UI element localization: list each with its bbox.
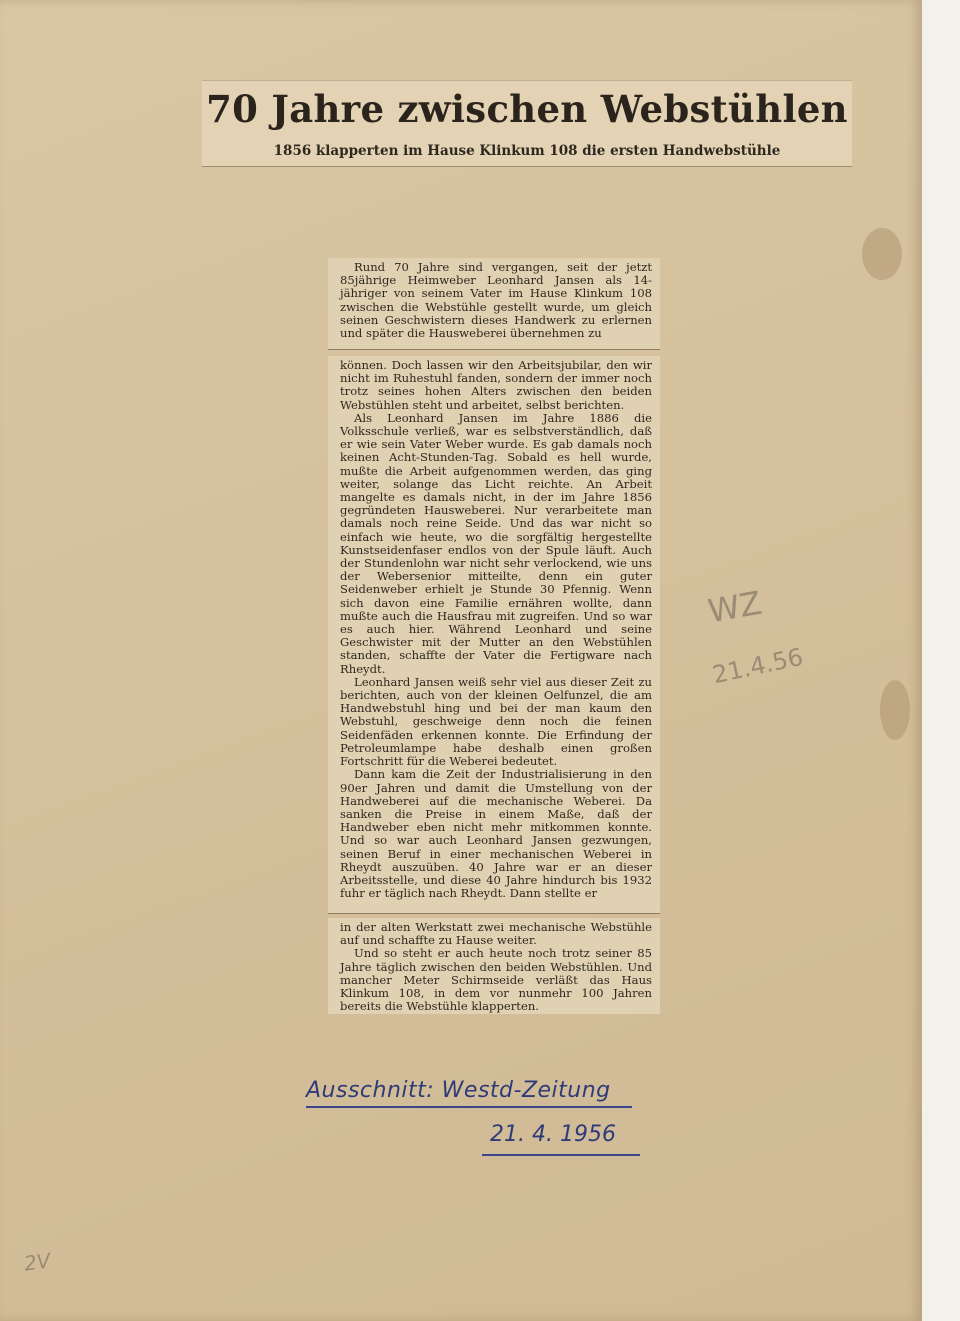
article-paragraph: Rund 70 Jahre sind vergangen, seit der jetzt 85jährige Heimweber Leonhard Jansen als 14-jähriger von seinem Vater im Hause Klinkum 108 zwischen die Webstühle gestellt wurde, um gleich seinen Geschwistern dieses Handwerk zu erlernen und später die Hausweberei übernehmen zu [340, 260, 652, 341]
article-paragraph: Leonhard Jansen weiß sehr viel aus dieser Zeit zu berichten, auch von der kleinen Oelfunzel, die am Handwebstuhl hing und bei der man kaum den Webstuhl, geschweige denn noch die feinen Seidenfäden erkennen konnte. Die Erfindung der Petroleumlampe habe deshalb einen großen Fortschritt für die Weberei bedeutet. [340, 674, 652, 769]
article-fragment-2 [328, 356, 660, 914]
article-paragraph: Und so steht er auch heute noch trotz seiner 85 Jahre täglich zwischen den beiden Webstühlen. Und mancher Meter Schirmseide verläßt das Haus Klinkum 108, in dem vor nunmehr 100 Jahren bereits die Webstühle klapperten. [340, 946, 652, 1014]
pencil-date: 21.4.56 [710, 642, 806, 690]
scan-border [922, 0, 960, 1321]
handwritten-source-note: Ausschnitt: Westd-Zeitung [306, 1078, 611, 1103]
article-paragraph: Als Leonhard Jansen im Jahre 1886 die Volksschule verließ, war es selbstverständlich, daß er wie sein Vater Weber wurde. Es gab damals noch keinen Acht-Stunden-Tag. Sobald es hell wurde, mußte die Arbeit aufgenommen werden, das ging weiter, solange das Licht reichte. An Arbeit mangelte es damals nicht, in der im Jahre 1856 gegründeten Hausweberei. Nur verarbeitete man damals noch reine Seide. Und das war nicht so einfach wie heute, wo die sorgfältig hergestellte Kunstseidenfaser endlos von der Spule läuft. Auch der Stundenlohn war nicht sehr verlockend, wie uns der Webersenior mitteilte, denn ein guter Seidenweber erhielt je Stunde 30 Pfennig. Wenn sich davon eine Familie ernähren wollte, dann mußte auch die Hausfrau mit zugreifen. Und so war es auch hier. Während Leonhard und seine Geschwister mit der Mutter an den Webstühlen standen, schaffte der Vater die Fertigware nach Rheydt. [340, 410, 652, 676]
source-underline [306, 1106, 632, 1108]
headline-clipping [202, 80, 852, 167]
article-paragraph: Dann kam die Zeit der Industrialisierung in den 90er Jahren und damit die Umstellung von der Handweberei auf die mechanische Weberei. Da sanken die Preise in einem Maße, daß der Handweber eben nicht mehr mitkommen konnte. Und so war auch Leonhard Jansen gezwungen, seinen Beruf in einer mechanischen Weberei in Rheydt auszuüben. 40 Jahre war er an dieser Arbeitsstelle, und diese 40 Jahre hindurch bis 1932 fuhr er täglich nach Rheydt. Dann stellte er [340, 767, 652, 901]
article-headline: 70 Jahre zwischen Webstühlen [206, 87, 848, 131]
article-fragment-1 [328, 258, 660, 350]
paper-stain [880, 680, 910, 740]
article-paragraph: können. Doch lassen wir den Arbeitsjubilar, den wir nicht im Ruhestuhl fanden, sondern der immer noch trotz seines hohen Alters zwischen den beiden Webstühlen steht und arbeitet, selbst berichten. [340, 358, 652, 412]
pencil-initials: WZ [705, 583, 765, 631]
article-paragraph: in der alten Werkstatt zwei mechanische Webstühle auf und schaffte zu Hause weiter. [340, 920, 652, 948]
handwritten-date: 21. 4. 1956 [490, 1122, 616, 1147]
pencil-corner-mark: 2V [22, 1248, 52, 1276]
article-fragment-3 [328, 918, 660, 1014]
article-subheadline: 1856 klapperten im Hause Klinkum 108 die ersten Handwebstühle [273, 143, 781, 159]
date-underline [482, 1154, 640, 1156]
paper-stain [862, 228, 902, 280]
